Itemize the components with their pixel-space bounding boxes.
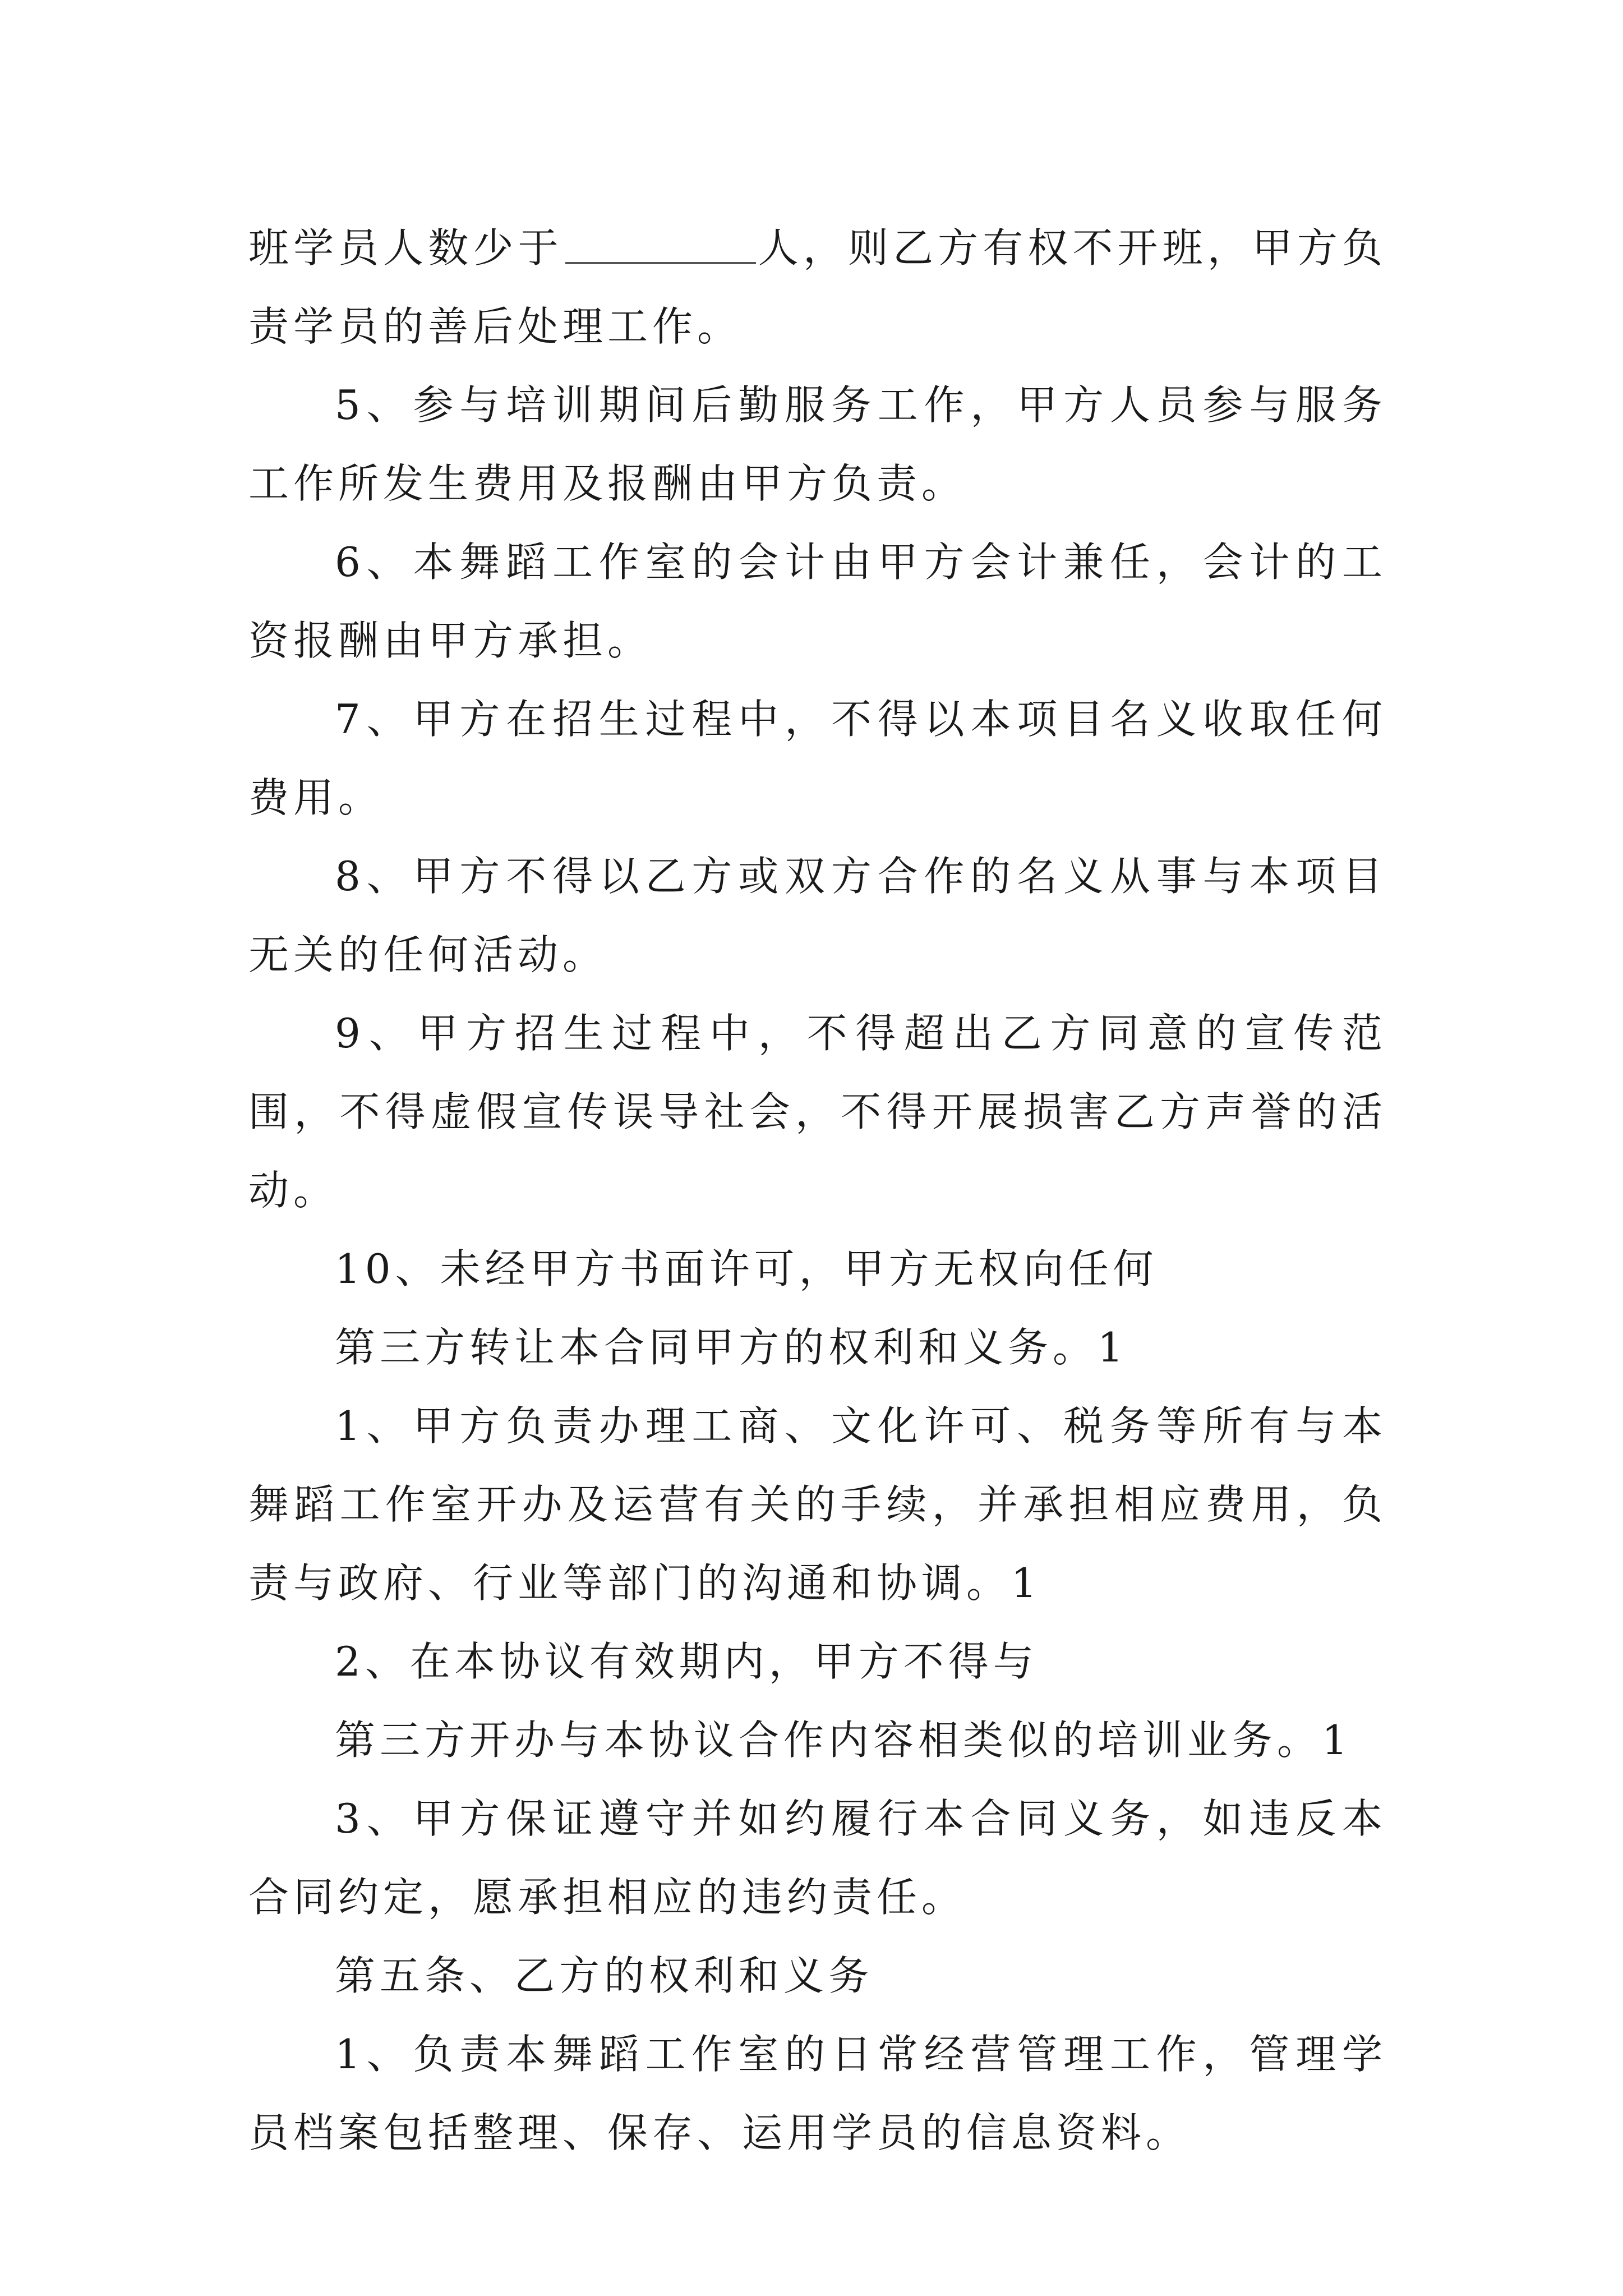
paragraph-item-9: 9、甲方招生过程中，不得超出乙方同意的宣传范围，不得虚假宣传误导社会，不得开展损害乙方声誉的活动。 [248,1010,1387,1214]
paragraph-student-minimum [248,209,1387,366]
paragraph-item-6: 6、本舞蹈工作室的会计由甲方会计兼任，会计的工资报酬由甲方承担。 [248,539,1387,664]
document-body [248,209,1387,2172]
paragraph-item-10: 10、未经甲方书面许可，甲方无权向任何 [335,1245,1158,1292]
paragraph-item-8: 8、甲方不得以乙方或双方合作的名义从事与本项目无关的任何活动。 [248,853,1387,978]
paragraph-duty-2: 2、在本协议有效期内，甲方不得与 [335,1638,1038,1685]
paragraph-third-party-transfer: 第三方转让本合同甲方的权利和义务。1 [335,1324,1128,1371]
paragraph-duty-3: 3、甲方保证遵守并如约履行本合同义务，如违反本合同约定，愿承担相应的违约责任。 [248,1795,1387,1921]
section-heading-article-5: 第五条、乙方的权利和义务 [335,1952,874,1999]
paragraph-text: 人，则乙方有权不开班，甲方负责学员的善后处理工作。 [248,224,1387,350]
paragraph-text: 班学员人数少于 [248,224,563,272]
fill-in-blank [565,217,756,264]
paragraph-party-b-duty-1: 1、负责本舞蹈工作室的日常经营管理工作，管理学员档案包括整理、保存、运用学员的信息资料。 [248,2031,1387,2156]
paragraph-third-party-training: 第三方开办与本协议合作内容相类似的培训业务。1 [335,1717,1352,1764]
paragraph-item-7: 7、甲方在招生过程中，不得以本项目名义收取任何费用。 [248,696,1387,821]
paragraph-duty-1: 1、甲方负责办理工商、文化许可、税务等所有与本舞蹈工作室开办及运营有关的手续，并承担相应费用，负责与政府、行业等部门的沟通和协调。1 [248,1402,1387,1607]
paragraph-item-5: 5、参与培训期间后勤服务工作，甲方人员参与服务工作所发生费用及报酬由甲方负责。 [248,381,1387,507]
